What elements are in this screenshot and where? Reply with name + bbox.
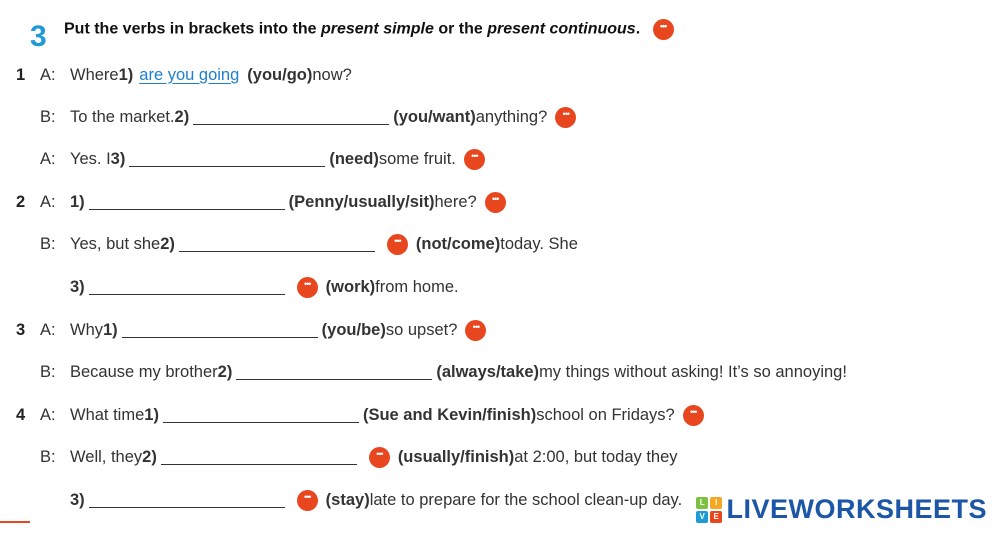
line-text: late to prepare for the school clean-up day. xyxy=(369,490,683,509)
logo-mark-cell: I xyxy=(710,497,722,509)
answer-field[interactable] xyxy=(236,365,432,380)
line-text: at 2:00, but today they xyxy=(514,447,678,466)
verb-hint: (Sue and Kevin/finish) xyxy=(362,405,537,424)
answer-field[interactable] xyxy=(163,408,359,423)
line-text: today. She xyxy=(500,234,578,253)
line-text: so upset? xyxy=(385,320,458,339)
tense-present-continuous: present continuous xyxy=(487,20,636,38)
line-text: Because my brother xyxy=(70,362,218,381)
line-text: here? xyxy=(434,192,477,211)
verb-hint: (work) xyxy=(325,277,376,296)
line-text: my things without asking! It’s so annoying! xyxy=(539,362,847,381)
question-number: 1 xyxy=(16,66,26,84)
answer-field[interactable] xyxy=(129,152,325,167)
question-line xyxy=(70,104,576,130)
feedback-icon[interactable] xyxy=(369,447,390,468)
line-text: Why xyxy=(70,320,103,339)
question-line xyxy=(70,189,506,215)
line-text: from home. xyxy=(375,277,459,296)
line-text: Yes, but she xyxy=(70,234,161,253)
feedback-icon[interactable] xyxy=(465,320,486,341)
liveworksheets-logo xyxy=(696,494,987,525)
speaker-label: A: xyxy=(40,150,56,168)
answer-field[interactable] xyxy=(161,450,357,465)
divider xyxy=(0,521,30,523)
verb-hint: (you/be) xyxy=(321,320,386,339)
line-text: now? xyxy=(312,65,352,84)
answer-field[interactable]: are you going xyxy=(139,65,240,84)
question-line xyxy=(70,402,704,428)
question-line xyxy=(70,444,678,470)
question-line xyxy=(70,317,486,343)
speaker-label: B: xyxy=(40,235,56,253)
blank-number: 3) xyxy=(70,277,85,296)
line-text: school on Fridays? xyxy=(536,405,675,424)
line-text: Yes. I xyxy=(70,149,111,168)
line-text: To the market. xyxy=(70,107,175,126)
question-line xyxy=(70,487,682,513)
feedback-icon[interactable] xyxy=(387,234,408,255)
line-text: Where xyxy=(70,65,119,84)
question-line xyxy=(70,146,485,172)
logo-mark-cell: E xyxy=(710,511,722,523)
question-line xyxy=(70,274,459,300)
blank-number: 2) xyxy=(160,234,175,253)
line-text: some fruit. xyxy=(378,149,456,168)
feedback-icon[interactable] xyxy=(683,405,704,426)
verb-hint: (not/come) xyxy=(415,234,501,253)
line-text: What time xyxy=(70,405,145,424)
question-number: 3 xyxy=(16,321,26,339)
exercise-instruction xyxy=(64,19,674,40)
answer-field[interactable] xyxy=(193,110,389,125)
logo-mark-cell: V xyxy=(696,511,708,523)
question-number: 2 xyxy=(16,193,26,211)
answer-field[interactable] xyxy=(89,280,285,295)
blank-number: 1) xyxy=(118,65,134,84)
question-number: 4 xyxy=(16,406,26,424)
speaker-label: A: xyxy=(40,406,56,424)
blank-number: 2) xyxy=(217,362,233,381)
logo-mark-cell: L xyxy=(696,497,708,509)
speaker-label: B: xyxy=(40,108,56,126)
question-line xyxy=(70,231,578,257)
line-text: Well, they xyxy=(70,447,143,466)
answer-field[interactable] xyxy=(179,237,375,252)
logo-mark-icon xyxy=(696,497,722,523)
blank-number: 1) xyxy=(70,192,85,211)
verb-hint: (need) xyxy=(329,149,379,168)
verb-hint: (always/take) xyxy=(436,362,540,381)
feedback-icon[interactable] xyxy=(555,107,576,128)
exercise-number: 3 xyxy=(30,20,47,53)
verb-hint: (Penny/usually/sit) xyxy=(288,192,435,211)
verb-hint: (you/want) xyxy=(393,107,476,126)
feedback-icon[interactable] xyxy=(464,149,485,170)
blank-number: 2) xyxy=(142,447,157,466)
line-text: anything? xyxy=(475,107,548,126)
blank-number: 3) xyxy=(110,149,126,168)
logo-text: LIVEWORKSHEETS xyxy=(726,494,987,524)
question-line xyxy=(70,62,352,88)
verb-hint: (you/go) xyxy=(247,65,313,84)
speaker-label: A: xyxy=(40,66,56,84)
feedback-icon[interactable] xyxy=(297,490,318,511)
question-line xyxy=(70,359,847,385)
answer-field[interactable] xyxy=(122,323,318,338)
feedback-icon[interactable] xyxy=(653,19,674,40)
feedback-icon[interactable] xyxy=(297,277,318,298)
speaker-label: A: xyxy=(40,321,56,339)
blank-number: 2) xyxy=(174,107,190,126)
blank-number: 3) xyxy=(70,490,85,509)
instruction-text: . xyxy=(635,20,641,38)
speaker-label: B: xyxy=(40,363,56,381)
blank-number: 1) xyxy=(144,405,159,424)
instruction-text: or the xyxy=(433,20,488,38)
speaker-label: B: xyxy=(40,448,56,466)
answer-field[interactable] xyxy=(89,493,285,508)
instruction-text: Put the verbs in brackets into the xyxy=(64,20,321,38)
verb-hint: (stay) xyxy=(325,490,370,509)
feedback-icon[interactable] xyxy=(485,192,506,213)
answer-field[interactable] xyxy=(89,195,285,210)
tense-present-simple: present simple xyxy=(320,20,434,38)
speaker-label: A: xyxy=(40,193,56,211)
blank-number: 1) xyxy=(103,320,118,339)
verb-hint: (usually/finish) xyxy=(397,447,515,466)
